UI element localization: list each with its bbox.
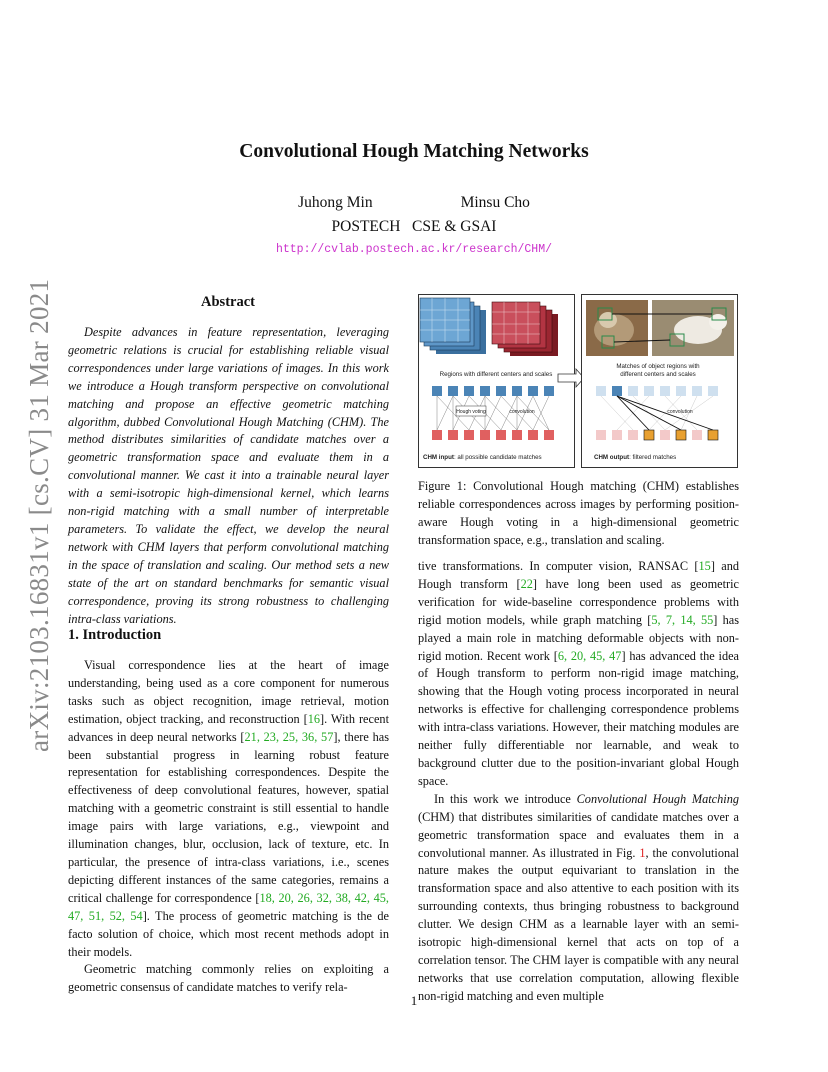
feature-volume-red (492, 302, 558, 356)
affiliation: POSTECH CSE & GSAI (331, 218, 497, 235)
citation-link[interactable]: 18, 20, 26, 32, 38, 42, 45, 47, 51, 52, 54 (68, 890, 389, 923)
right-paragraph-1: tive transformations. In computer vision, RANSAC [15] and Hough transform [22] have long been used as geometric verification for wide-baseline correspondence problems with rigid motion models, while graph matching [5, 7, 14, 55] has played a main role in matching deformable objects with non-rigid motion. Recent work [6, 20, 45, 47] has advanced the idea of Hough transform to perform non-rigid image matching, showing that the Hough voting process incorporated in neural networks is effective for challenging correspondence problems with intra-class variations. However, their matching modules are neither fully differentiable nor learnable, and weak to background clutter due to the position-invariant global Hough space. (418, 559, 740, 788)
abstract-paragraph: Despite advances in feature representation, leveraging geometric relations is crucial for establishing reliable visual correspondences under large variations of images. In this work we introduce a Hough transform perspective on convolutional matching and propose an effective geometric matching algorithm, dubbed Convolutional Hough Matching (CHM). The method distributes similarities of candidate matches over a geometric transformation space and evaluate them in a convolutional manner. We cast it into a trainable neural layer with a semi-isotropic high-dimensional kernel, which learns non-rigid matching with a small number of interpretable parameters. To validate the effect, we develop the neural network with CHM layers that perform convolutional matching in the space of translation and scaling. Our method sets a new state of the art on standard benchmarks for semantic visual correspondence, proving its strong robustness to challenging intra-class variations. (68, 325, 389, 626)
arxiv-id: arXiv:2103.16831v1 [cs.CV] 31 Mar 2021 (24, 278, 54, 752)
label-convolution-left: convolution (509, 409, 535, 415)
intro-heading: 1. Introduction (68, 627, 162, 643)
label-regions: Regions with different centers and scales (439, 371, 553, 378)
label-convolution-right: convolution (667, 409, 693, 415)
citation-link[interactable]: 16 (307, 711, 320, 726)
authors (0, 194, 828, 212)
author-1: Juhong Min (298, 194, 373, 211)
intro-paragraph-2: Geometric matching commonly relies on exploiting a geometric consensus of candidate matches to verify rela- (68, 962, 389, 995)
right-paragraph-2: In this work we introduce Convolutional Hough Matching (CHM) that distributes similarities of candidate matches over a geometric transformation space and evaluates them in a convolutional manner. As illustrated in Fig. 1, the convolutional nature makes the output equivariant to translation in the transformation space and also attentive to each position with its surrounding contexts, thus bringing robustness to background clutter. We design CHM as a learnable layer with an semi-isotropic high-dimensional kernel that acts on top of a correlation tensor. The CHM layer is compatible with any neural networks that use correlation computation, allowing flexible non-rigid matching and even multiple (418, 791, 739, 1003)
citation-link[interactable]: 5, 7, 14, 55 (651, 612, 714, 627)
right-column-text (418, 558, 739, 1006)
abstract-heading: Abstract (201, 294, 255, 310)
label-chm-input: CHM input: all possible candidate matches (423, 454, 542, 461)
citation-link[interactable]: 15 (698, 559, 711, 573)
intro-paragraph-1: Visual correspondence lies at the heart of image understanding, being used as a core component for numerous tasks such as object recognition, image retrieval, motion estimation, object tracking, and reconstruction [16]. With recent advances in deep neural networks [21, 23, 25, 36, 57], there has been substantial progress in learning robust feature representation for establishing correspondences. Despite the effectiveness of deep convolutional features, however, spatial matching with a geometric constraint is still essential to handle image pairs with large variations, e.g., viewpoint and illumination changes, blur, occlusion, lack of texture, etc. In particular, the presence of intra-class variations, i.e., scenes depicting different instances of the same categories, remains a critical challenge for correspondence [18, 20, 26, 32, 38, 42, 45, 47, 51, 52, 54]. The process of geometric matching is the de facto solution of choice, which most recent methods adopt in their models. (68, 658, 389, 959)
intro-text (68, 657, 389, 997)
citation-link[interactable]: 6, 20, 45, 47 (557, 648, 622, 663)
label-matches-1: Matches of object regions with (616, 363, 700, 370)
citation-link[interactable]: 22 (520, 576, 533, 591)
arxiv-stamp (20, 278, 54, 752)
project-url[interactable]: http://cvlab.postech.ac.kr/research/CHM/ (275, 243, 553, 256)
figure-1-diagram (418, 294, 740, 470)
page-number: 1 (410, 993, 418, 1008)
abstract-text (68, 324, 389, 628)
figure-1 (418, 294, 740, 470)
figure-link[interactable]: 1 (639, 845, 646, 860)
figure-caption: Figure 1: Convolutional Hough matching (CHM) establishes reliable correspondences across images by performing position-aware Hough voting in a high-dimensional geometric transformation space, e.g., translation and scaling. (418, 479, 739, 547)
citation-link[interactable]: 21, 23, 25, 36, 57 (244, 729, 334, 744)
label-matches-2: different centers and scales (620, 371, 696, 378)
label-hough-voting: Hough voting (456, 409, 486, 415)
paper-title: Convolutional Hough Matching Networks (239, 141, 589, 162)
author-2: Minsu Cho (460, 194, 530, 211)
feature-volume-blue (420, 298, 486, 354)
label-chm-output: CHM output: filtered matches (594, 454, 677, 461)
